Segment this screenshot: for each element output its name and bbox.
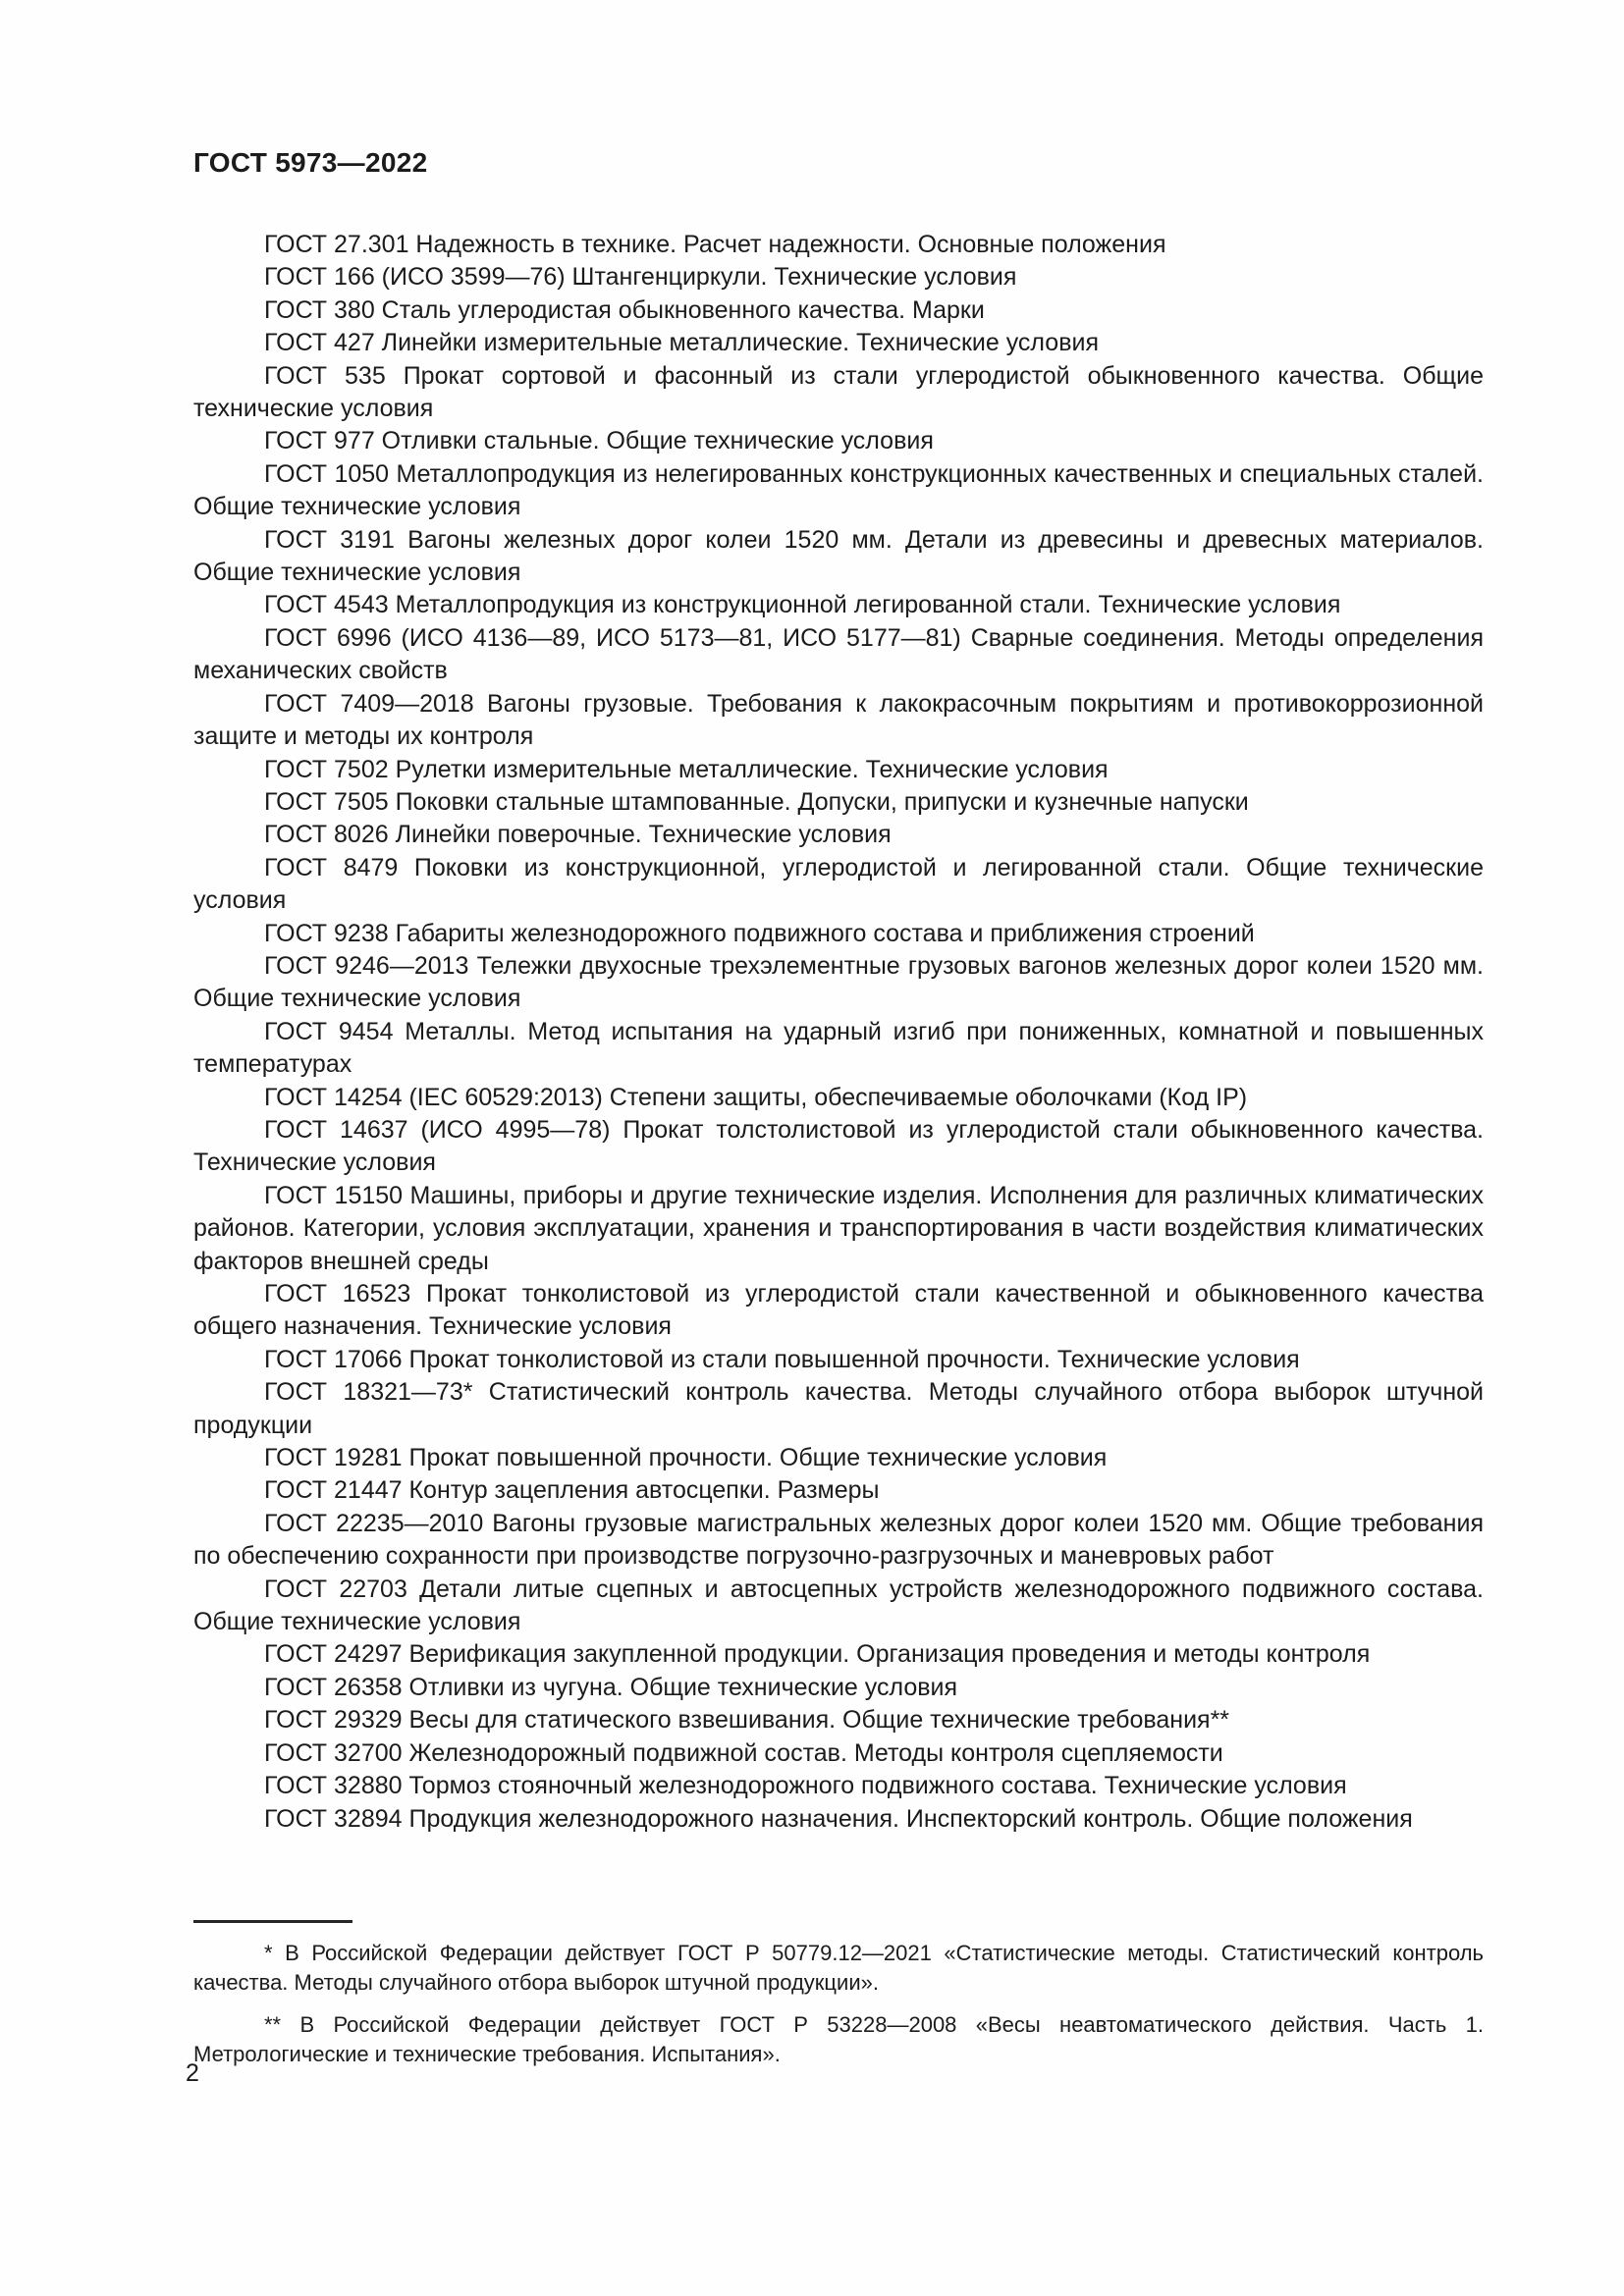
- reference-item: ГОСТ 18321—73* Статистический контроль качества. Методы случайного отбора выборок штучной продукции: [193, 1378, 1484, 1439]
- reference-item: ГОСТ 9238 Габариты железнодорожного подвижного состава и приближения строений: [264, 919, 1255, 947]
- footnote-separator: [193, 1920, 352, 1923]
- footnote-text: В Российской Федерации действует ГОСТ Р 50779.12—2021 «Статистические методы. Статистический контроль качества. Методы случайного отбора выборок штучной продукции».: [193, 1941, 1484, 1995]
- reference-item: ГОСТ 9454 Металлы. Метод испытания на ударный изгиб при пониженных, комнатной и повышенных температурах: [193, 1017, 1484, 1079]
- footnote-marker: *: [264, 1941, 273, 1965]
- reference-item: ГОСТ 24297 Верификация закупленной продукции. Организация проведения и методы контроля: [264, 1640, 1371, 1669]
- reference-item: ГОСТ 15150 Машины, приборы и другие технические изделия. Исполнения для различных климатических районов. Категории, условия эксплуатации, хранения и транспортирования в части воздействия климатических факторов внешней среды: [193, 1181, 1484, 1275]
- reference-item: ГОСТ 22235—2010 Вагоны грузовые магистральных железных дорог колеи 1520 мм. Общие требования по обеспечению сохранности при производстве погрузочно-разгрузочных и маневровых работ: [193, 1509, 1484, 1571]
- reference-item: ГОСТ 32700 Железнодорожный подвижной состав. Методы контроля сцепляемости: [264, 1738, 1223, 1767]
- reference-item: ГОСТ 7505 Поковки стальные штампованные. Допуски, припуски и кузнечные напуски: [264, 787, 1249, 816]
- reference-item: ГОСТ 9246—2013 Тележки двухосные трехэлементные грузовых вагонов железных дорог колеи 1520 мм. Общие технические условия: [193, 951, 1484, 1013]
- reference-item: ГОСТ 535 Прокат сортовой и фасонный из стали углеродистой обыкновенного качества. Общие технические условия: [193, 361, 1484, 423]
- reference-item: ГОСТ 26358 Отливки из чугуна. Общие технические условия: [264, 1673, 958, 1701]
- reference-item: ГОСТ 8026 Линейки поверочные. Технические условия: [264, 821, 892, 849]
- page-number: 2: [186, 2059, 199, 2087]
- reference-item: ГОСТ 427 Линейки измерительные металлические. Технические условия: [264, 329, 1099, 357]
- reference-item: ГОСТ 7502 Рулетки измерительные металлические. Технические условия: [264, 755, 1109, 783]
- footnote-marker: **: [264, 2012, 282, 2037]
- reference-item: ГОСТ 6996 (ИСО 4136—89, ИСО 5173—81, ИСО 5177—81) Сварные соединения. Методы определения механических свойств: [193, 623, 1484, 685]
- reference-item: ГОСТ 7409—2018 Вагоны грузовые. Требования к лакокрасочным покрытиям и противокоррозионной защите и методы их контроля: [193, 689, 1484, 751]
- reference-item: ГОСТ 977 Отливки стальные. Общие технические условия: [264, 427, 934, 455]
- reference-item: ГОСТ 27.301 Надежность в технике. Расчет надежности. Основные положения: [264, 231, 1166, 258]
- reference-item: ГОСТ 3191 Вагоны железных дорог колеи 1520 мм. Детали из древесины и древесных материалов. Общие технические условия: [193, 525, 1484, 587]
- reference-item: ГОСТ 32880 Тормоз стояночный железнодорожного подвижного состава. Технические условия: [264, 1772, 1347, 1800]
- footnote-list: [193, 1939, 1484, 2069]
- reference-item: ГОСТ 17066 Прокат тонколистовой из стали повышенной прочности. Технические условия: [264, 1345, 1300, 1373]
- footnote: [193, 1939, 1484, 1998]
- reference-item: ГОСТ 29329 Весы для статического взвешивания. Общие технические требования**: [264, 1706, 1230, 1735]
- document-header: ГОСТ 5973—2022: [193, 147, 428, 178]
- reference-item: ГОСТ 8479 Поковки из конструкционной, углеродистой и легированной стали. Общие технические условия: [193, 853, 1484, 915]
- reference-item: ГОСТ 4543 Металлопродукция из конструкционной легированной стали. Технические условия: [264, 591, 1341, 619]
- footnote-text: В Российской Федерации действует ГОСТ Р 53228—2008 «Весы неавтоматического действия. Часть 1. Метрологические и технические требования. Испытания».: [193, 2012, 1484, 2066]
- footnotes: [193, 1920, 1484, 2082]
- reference-item: ГОСТ 380 Сталь углеродистая обыкновенного качества. Марки: [264, 295, 985, 324]
- reference-item: ГОСТ 14637 (ИСО 4995—78) Прокат толстолистовой из углеродистой стали обыкновенного качества. Технические условия: [193, 1115, 1484, 1177]
- reference-item: ГОСТ 1050 Металлопродукция из нелегированных конструкционных качественных и специальных сталей. Общие технические условия: [193, 459, 1484, 521]
- reference-item: ГОСТ 21447 Контур зацепления автосцепки. Размеры: [264, 1476, 880, 1505]
- reference-item: ГОСТ 14254 (IEC 60529:2013) Степени защиты, обеспечиваемые оболочками (Код IP): [264, 1083, 1248, 1111]
- reference-item: ГОСТ 32894 Продукция железнодорожного назначения. Инспекторский контроль. Общие положения: [264, 1804, 1413, 1833]
- footnote: [193, 2010, 1484, 2069]
- references-list: [193, 229, 1484, 1836]
- reference-item: ГОСТ 19281 Прокат повышенной прочности. Общие технические условия: [264, 1444, 1108, 1472]
- reference-item: ГОСТ 16523 Прокат тонколистовой из углеродистой стали качественной и обыкновенного качества общего назначения. Технические условия: [193, 1280, 1484, 1341]
- reference-item: ГОСТ 22703 Детали литые сцепных и автосцепных устройств железнодорожного подвижного состава. Общие технические условия: [193, 1575, 1484, 1636]
- reference-item: ГОСТ 166 (ИСО 3599—76) Штангенциркули. Технические условия: [264, 263, 1017, 292]
